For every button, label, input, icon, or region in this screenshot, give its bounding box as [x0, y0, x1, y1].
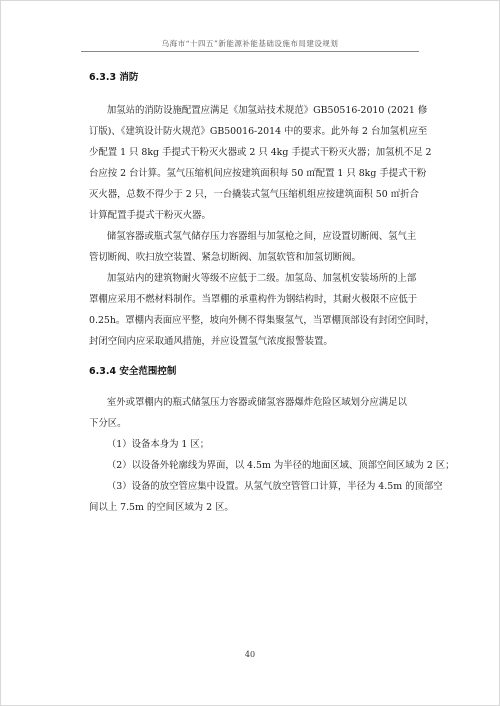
text-line: 储氢容器或瓶式氢气储存压力容器组与加氢枪之间，应设置切断阀、氢气主: [106, 231, 417, 242]
page-number: 40: [244, 650, 256, 659]
section-heading-6-3-3: 6.3.3 消防: [89, 72, 139, 83]
text-line: 订版)、《建筑设计防火规范》GB50016-2014 中的要求。此外每 2 台加氢机应至: [89, 126, 428, 137]
header-rule: [81, 51, 419, 52]
paragraph-hazard-zones: [89, 392, 419, 434]
text-line: 少配置 1 只 8kg 手提式干粉灭火器或 2 只 4kg 手提式干粉灭火器；加氢机不足 2: [89, 147, 432, 158]
paragraph-fire-equipment: [89, 100, 432, 226]
text-line: 加氢站的消防设施配置应满足《加氢站技术规范》GB50516-2010 (2021 修: [106, 105, 428, 116]
text-line: 台应按 2 台计算。氢气压缩机间应按建筑面积每 50 ㎡配置 1 只 8kg 手提式干粉: [89, 168, 427, 179]
text-line: 下分区。: [89, 418, 127, 429]
text-line: 0.25h。罩棚内表面应平整，坡向外侧不得集聚氢气，当罩棚顶部设有封闭空间时，: [89, 315, 435, 326]
list-item: [89, 434, 419, 455]
text-line: 加氢站内的建筑物耐火等级不应低于二级。加氢岛、加氢机安装场所的上部: [106, 273, 417, 284]
text-line: 灭火器，总数不得少于 2 只，一台撬装式氢气压缩机组应按建筑面积 50 ㎡折合: [89, 189, 419, 200]
running-header: 乌海市“十四五”新能源补能基础设施布局建设规划: [161, 39, 339, 48]
text-line: （2）以设备外轮廓线为界面，以 4.5m 为半径的地面区域、顶部空间区域为 2 区；: [106, 460, 455, 471]
list-item: [89, 455, 455, 476]
paragraph-valves: [89, 226, 419, 268]
section-heading-6-3-4: 6.3.4 安全范围控制: [89, 366, 177, 377]
text-line: 封闭空间内应采取通风措施，并应设置氢气浓度报警装置。: [89, 336, 333, 347]
text-line: 管切断阀、吹扫放空装置、紧急切断阀、加氢软管和加氢切断阀。: [89, 252, 361, 263]
paragraph-fire-resistance: [89, 268, 435, 352]
text-line: （1）设备本身为 1 区；: [106, 439, 210, 450]
list-item: [89, 476, 443, 518]
text-line: 罩棚应采用不燃材料制作。当罩棚的承重构件为钢结构时，其耐火极限不应低于: [89, 294, 418, 305]
text-line: 间以上 7.5m 的空间区域为 2 区。: [89, 502, 234, 513]
text-line: （3）设备的放空管应集中设置。从氢气放空管管口计算，半径为 4.5m 的顶部空: [106, 481, 443, 492]
text-line: 计算配置手提式干粉灭火器。: [89, 210, 211, 221]
text-line: 室外或罩棚内的瓶式储氢压力容器或储氢容器爆炸危险区域划分应满足以: [106, 397, 407, 408]
